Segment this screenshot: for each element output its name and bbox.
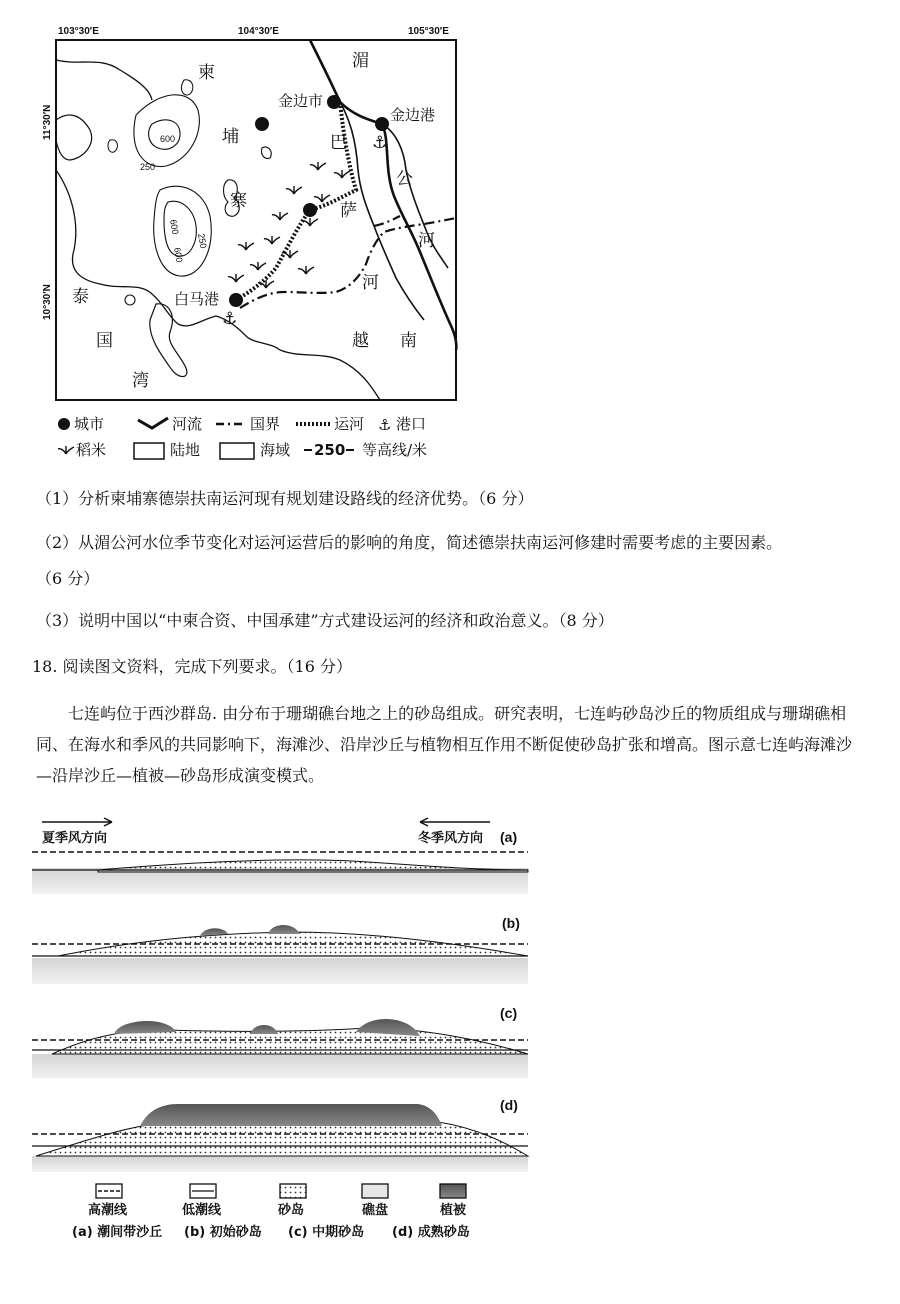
vegetation xyxy=(114,1021,176,1034)
legend-sea: 海域 xyxy=(260,441,291,459)
legend-canal: 运河 xyxy=(334,415,365,433)
map-frame xyxy=(56,40,456,400)
map-figure xyxy=(40,20,470,465)
label-thailand-2: 国 xyxy=(96,331,113,351)
caption-c: (c) 中期砂岛 xyxy=(288,1225,365,1240)
legend-river-icon xyxy=(138,418,168,428)
lat-label-2: 10°30′N xyxy=(42,284,53,320)
legend-contour-value: 250 xyxy=(314,441,346,459)
label-cambodia-3: 寨 xyxy=(230,191,247,211)
legend-border: 国界 xyxy=(250,415,281,433)
anchor-icon: ⚓ xyxy=(222,309,238,329)
port-dot xyxy=(375,117,389,131)
vegetation xyxy=(268,925,300,934)
port-baima: 白马港 xyxy=(174,290,220,308)
label-mekong-2: 公 xyxy=(396,169,413,189)
question-1: （1）分析柬埔寨德崇扶南运河现有规划建设路线的经济优势。（6 分） xyxy=(36,489,534,508)
legend-land: 陆地 xyxy=(170,441,201,459)
question-2-line2: （6 分） xyxy=(36,569,100,588)
legend-vegetation: 植被 xyxy=(440,1203,467,1218)
city-dot xyxy=(327,95,341,109)
contour-label: 250 xyxy=(140,162,156,172)
legend-low-tide: 低潮线 xyxy=(182,1203,222,1218)
legend-rice: 稻米 xyxy=(76,441,107,459)
contour-label: 600 xyxy=(172,246,185,264)
lon-label-3: 105°30′E xyxy=(408,26,449,37)
legend-city-icon xyxy=(58,418,70,430)
q18-paragraph: 七连屿位于西沙群岛. 由分布于珊瑚礁台地之上的砂岛组成。研究表明，七连屿砂岛沙丘的物质组成与珊瑚礁相同、在海水和季风的共同影响下，海滩沙、沿岸沙丘与植物相互作用不断促使砂岛扩张和增高。图示意七连屿海滩沙—沿岸沙丘—植被—砂岛形成演变模式。 xyxy=(36,704,853,785)
caption-a: (a) 潮间带沙丘 xyxy=(72,1225,163,1240)
panel-label-c: (c) xyxy=(500,1005,518,1021)
question-2-line1: （2）从湄公河水位季节变化对运河运营后的影响的角度，简述德崇扶南运河修建时需要考虑的主要因素。 xyxy=(36,533,783,552)
legend-port: 港口 xyxy=(396,415,427,433)
caption-d: (d) 成熟砂岛 xyxy=(392,1225,470,1240)
summer-wind-label: 夏季风方向 xyxy=(42,831,108,846)
legend-reef: 礁盘 xyxy=(362,1203,389,1218)
label-vietnam-1: 越 xyxy=(352,331,369,351)
caption-b: (b) 初始砂岛 xyxy=(184,1225,262,1240)
contour-label: 600 xyxy=(160,134,176,144)
sand-island-figure xyxy=(28,810,538,1250)
legend-sand-island: 砂岛 xyxy=(278,1203,305,1218)
panel-label-d: (d) xyxy=(500,1097,518,1113)
label-bassac-1: 巴 xyxy=(330,133,347,153)
legend-port-icon: ⚓ xyxy=(378,416,392,434)
contour-label: 250 xyxy=(196,232,209,250)
q18-header: 18. 阅读图文资料，完成下列要求。（16 分） xyxy=(32,657,352,676)
label-cambodia-2: 埔 xyxy=(222,127,239,147)
legend-reef-icon xyxy=(362,1184,388,1198)
label-thailand-1: 泰 xyxy=(72,287,89,307)
legend-land-icon xyxy=(134,443,164,459)
city-jinbian: 金边市 xyxy=(278,92,324,110)
panel-label-a: (a) xyxy=(500,829,518,845)
label-mekong-3: 河 xyxy=(418,231,435,251)
legend-river: 河流 xyxy=(172,415,203,433)
vegetation xyxy=(250,1025,278,1034)
contour-label: 600 xyxy=(168,218,181,236)
port-jinbian: 金边港 xyxy=(390,106,436,124)
reef-platform xyxy=(32,958,528,984)
label-mekong-1: 湄 xyxy=(352,51,369,71)
label-bassac-2: 萨 xyxy=(340,201,357,221)
legend-vegetation-icon xyxy=(440,1184,466,1198)
anchor-icon: ⚓ xyxy=(372,133,388,153)
vegetation xyxy=(140,1104,442,1126)
lon-label-2: 104°30′E xyxy=(238,26,279,37)
legend-high-tide: 高潮线 xyxy=(88,1203,128,1218)
port-dot xyxy=(229,293,243,307)
lon-label-1: 103°30′E xyxy=(58,26,99,37)
label-bassac-3: 河 xyxy=(362,273,379,293)
panel-label-b: (b) xyxy=(502,915,520,931)
lat-label-1: 11°30′N xyxy=(42,104,53,140)
label-thailand-3: 湾 xyxy=(132,371,149,391)
legend-sand-island-icon xyxy=(280,1184,306,1198)
label-cambodia-1: 柬 xyxy=(198,63,215,83)
question-3: （3）说明中国以“中柬合资、中国承建”方式建设运河的经济和政治意义。（8 分） xyxy=(36,611,614,630)
legend-rice-icon xyxy=(58,446,74,454)
city-dot xyxy=(303,203,317,217)
reef-platform xyxy=(32,1054,528,1078)
legend-sea-icon xyxy=(220,443,254,459)
city-dot xyxy=(255,117,269,131)
winter-wind-label: 冬季风方向 xyxy=(418,831,484,846)
reef-platform xyxy=(32,1156,528,1172)
legend-city: 城市 xyxy=(74,415,105,433)
label-vietnam-2: 南 xyxy=(400,331,417,351)
legend-contour: 等高线/米 xyxy=(362,441,428,459)
